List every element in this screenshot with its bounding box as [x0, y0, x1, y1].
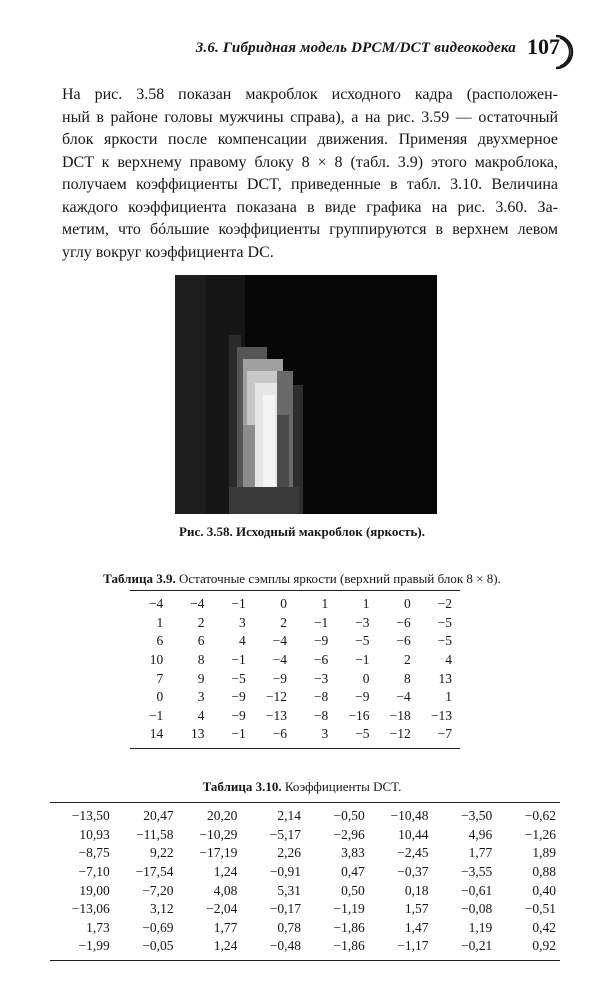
table-cell: −4 [272, 633, 287, 649]
running-header [0, 32, 604, 72]
table-cell: 1,47 [404, 919, 429, 935]
table-cell: −7 [437, 726, 452, 742]
table-row [50, 803, 560, 826]
table-cell: 1,19 [468, 919, 493, 935]
table-cell: −5 [355, 726, 370, 742]
table-cell: −8 [313, 707, 329, 723]
table-cell: −13 [265, 707, 287, 723]
table-cell: 0,40 [532, 882, 556, 898]
table-cell: −0,48 [269, 938, 302, 954]
table-row [130, 725, 460, 748]
table-row [50, 919, 560, 938]
table-cell: −10,29 [199, 826, 238, 842]
table-cell: −2,04 [206, 901, 238, 917]
table-cell: 13 [438, 670, 452, 686]
table-cell: −3 [313, 670, 329, 686]
macroblock-luma-image [175, 275, 437, 514]
table-cell: 4,96 [468, 826, 493, 842]
table-cell: −9 [231, 689, 246, 705]
table-cell: −5 [437, 614, 452, 630]
table-cell: −6 [396, 614, 411, 630]
table-row [130, 669, 460, 688]
table-cell: 1,89 [532, 845, 556, 861]
table-cell: −17,54 [135, 864, 174, 880]
table-cell: 1,57 [404, 901, 429, 917]
table-cell: 2 [404, 652, 411, 668]
table-cell: 3,12 [149, 901, 174, 917]
table-cell: −1 [313, 614, 329, 630]
table-cell: −11,58 [136, 826, 174, 842]
table-cell: 13 [191, 726, 205, 742]
table-cell: −6 [272, 726, 287, 742]
table-cell: 3 [239, 614, 246, 630]
table-cell: 2,14 [277, 808, 302, 824]
table-cell: −0,21 [460, 938, 493, 954]
table-row [130, 651, 460, 670]
table-cell: 0,78 [277, 919, 302, 935]
table-cell: −3,55 [460, 864, 493, 880]
table-3-9 [130, 590, 460, 749]
table-cell: 0 [280, 596, 287, 612]
table-cell: −0,51 [524, 901, 556, 917]
table-cell: −3,50 [460, 808, 493, 824]
table-cell: −0,69 [142, 919, 174, 935]
table-cell: −1,26 [524, 826, 556, 842]
table-cell: 1 [362, 596, 370, 612]
table-cell: −18 [389, 707, 411, 723]
table-cell: −2,45 [397, 845, 429, 861]
table-cell: −13 [430, 707, 452, 723]
table-cell: −2 [437, 596, 452, 612]
table-row [130, 591, 460, 614]
table-cell: −0,62 [524, 808, 556, 824]
table-cell: −9 [272, 670, 287, 686]
table-cell: −16 [348, 707, 370, 723]
table-cell: −3 [355, 614, 370, 630]
paragraph-line: ный в районе головы мужчины справа), а на рис. 3.59 — остаточный [62, 108, 558, 126]
table-cell: 20,47 [143, 808, 174, 824]
table-cell: −2,96 [333, 826, 365, 842]
figure-label: Рис. 3.58. [179, 524, 233, 539]
table-cell: −17,19 [199, 845, 238, 861]
table-cell: −5 [355, 633, 370, 649]
table-cell: −13,06 [71, 901, 110, 917]
table-3-10-caption [0, 779, 604, 795]
table-cell: 6 [197, 633, 205, 649]
table-cell: 0 [156, 689, 164, 705]
table-cell: 20,20 [206, 808, 238, 824]
table-3-9-label: Таблица 3.9. [103, 571, 176, 586]
table-3-10 [50, 802, 560, 961]
table-row [130, 707, 460, 726]
table-cell: −10,48 [390, 808, 429, 824]
table-cell: 0,50 [341, 882, 365, 898]
table-cell: −6 [396, 633, 411, 649]
table-row [50, 900, 560, 919]
table-cell: 1,77 [468, 845, 493, 861]
table-cell: 0 [404, 596, 411, 612]
table-cell: −0,50 [333, 808, 365, 824]
table-cell: 1,77 [213, 919, 238, 935]
table-cell: −1 [231, 652, 246, 668]
table-cell: −0,17 [269, 901, 302, 917]
table-cell: −1 [355, 652, 370, 668]
table-cell: −1,86 [333, 919, 365, 935]
table-cell: 1 [445, 689, 452, 705]
table-cell: 4 [197, 707, 205, 723]
table-row [50, 863, 560, 882]
header-title: 3.6. Гибридная модель DPCM/DCT видеокодека [195, 40, 516, 56]
table-cell: −0,08 [460, 901, 493, 917]
table-row [130, 632, 460, 651]
table-cell: −9 [231, 707, 246, 723]
table-cell: 8 [197, 652, 205, 668]
table-cell: 10,44 [398, 826, 429, 842]
table-cell: −4 [396, 689, 411, 705]
table-cell: 2 [280, 614, 287, 630]
table-cell: 4,08 [213, 882, 238, 898]
table-cell: −1 [231, 596, 246, 612]
paragraph-line: каждого коэффициента показана в виде графика на рис. 3.60. За- [62, 198, 558, 216]
paragraph-line: На рис. 3.58 показан макроблок исходного кадра (расположен- [62, 86, 558, 103]
table-3-10-label: Таблица 3.10. [202, 779, 282, 794]
table-cell: 3 [321, 726, 329, 742]
table-cell: 1,73 [86, 919, 110, 935]
table-cell: 0,18 [404, 882, 429, 898]
table-cell: 0,88 [532, 864, 556, 880]
table-row [50, 826, 560, 845]
table-cell: 1,24 [213, 938, 238, 954]
table-cell: 3,83 [341, 845, 365, 861]
table-cell: 10,93 [79, 826, 110, 842]
table-row [50, 881, 560, 900]
table-cell: −7,10 [78, 864, 110, 880]
table-cell: 6 [156, 633, 164, 649]
table-cell: −9 [313, 633, 329, 649]
table-cell: 0,92 [532, 938, 556, 954]
table-cell: −1 [231, 726, 246, 742]
table-cell: −0,61 [460, 882, 493, 898]
table-cell: −5,17 [269, 826, 302, 842]
table-cell: −1,17 [397, 938, 429, 954]
table-cell: −8,75 [78, 845, 110, 861]
table-cell: −1,19 [333, 901, 365, 917]
table-3-9-caption-text: Остаточные сэмплы яркости (верхний правый блок 8 × 8). [178, 571, 501, 586]
table-cell: 3 [197, 689, 205, 705]
paragraph-line: метим, что бóльшие коэффициенты группируются в верхнем левом [62, 221, 558, 238]
table-cell: 2 [197, 614, 205, 630]
table-cell: 1 [321, 596, 329, 612]
paragraph-line: блок яркости после компенсации движения. Применяя двухмерное [62, 131, 558, 148]
table-cell: 1,24 [213, 864, 238, 880]
table-cell: 19,00 [79, 882, 110, 898]
figure-caption [0, 524, 604, 540]
table-3-9-caption [0, 571, 604, 587]
table-row [50, 844, 560, 863]
table-cell: −4 [148, 596, 164, 612]
table-cell: −0,05 [142, 938, 174, 954]
table-cell: 2,26 [277, 845, 302, 861]
figure-caption-text: Исходный макроблок (яркость). [235, 524, 425, 539]
table-cell: −12 [389, 726, 411, 742]
table-cell: −1 [148, 707, 164, 723]
table-cell: 0 [362, 670, 370, 686]
table-cell: −1,99 [78, 938, 110, 954]
table-row [50, 937, 560, 960]
table-row [130, 614, 460, 633]
table-cell: 9,22 [149, 845, 174, 861]
table-cell: −7,20 [142, 882, 174, 898]
table-cell: 4 [445, 652, 452, 668]
table-cell: 1 [156, 614, 164, 630]
paragraph-line: DCT к верхнему правому блоку 8 × 8 (табл. 3.9) этого макроблока, [62, 153, 558, 171]
table-row [130, 688, 460, 707]
table-cell: 14 [149, 726, 164, 742]
table-cell: 9 [197, 670, 205, 686]
table-cell: −4 [190, 596, 205, 612]
table-cell: −8 [313, 689, 329, 705]
table-cell: −13,50 [71, 808, 110, 824]
table-cell: 4 [239, 633, 246, 649]
table-cell: 7 [156, 670, 164, 686]
table-cell: −12 [265, 689, 287, 705]
table-cell: 8 [404, 670, 411, 686]
table-cell: −0,37 [397, 864, 429, 880]
table-cell: −0,91 [269, 864, 302, 880]
table-cell: 0,42 [532, 919, 556, 935]
table-cell: −9 [355, 689, 370, 705]
table-cell: −6 [313, 652, 329, 668]
table-cell: 0,47 [341, 864, 365, 880]
table-cell: −5 [437, 633, 452, 649]
table-cell: 5,31 [277, 882, 302, 898]
body-paragraph [62, 84, 558, 264]
table-cell: −1,86 [333, 938, 365, 954]
table-cell: 10 [149, 652, 164, 668]
table-cell: −4 [272, 652, 287, 668]
table-3-10-caption-text: Коэффициенты DCT. [284, 779, 402, 794]
page-number: 107 [527, 34, 560, 59]
paragraph-line: получаем коэффициенты DCT, приведенные в табл. 3.10. Величина [62, 176, 558, 193]
table-cell: −5 [231, 670, 246, 686]
paragraph-line: углу вокруг коэффициента DC. [62, 243, 274, 261]
